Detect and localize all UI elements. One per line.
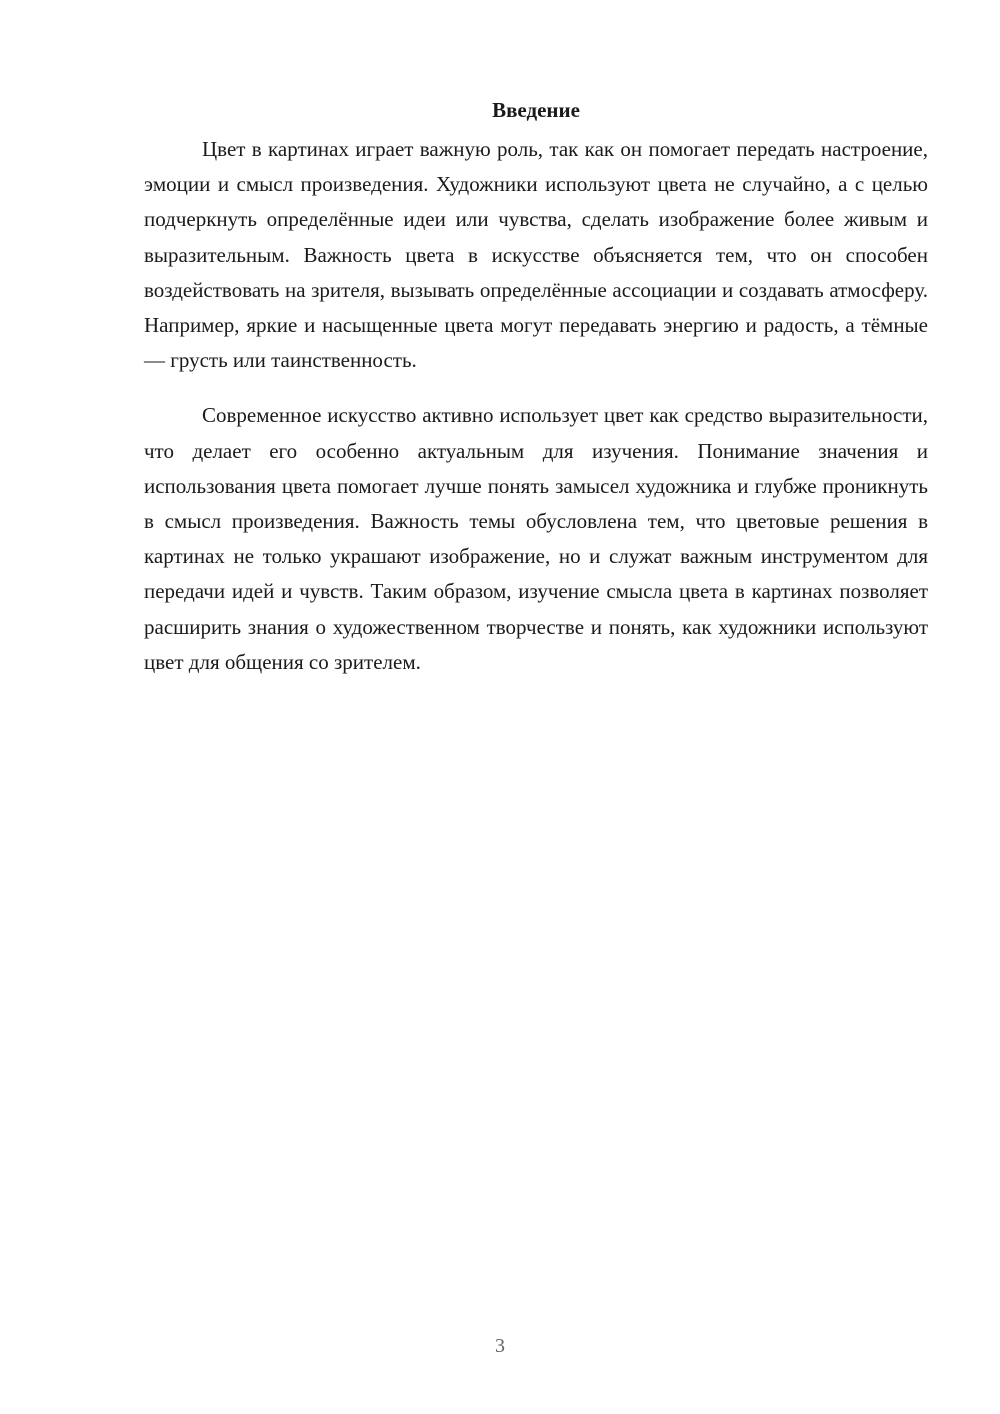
page-number: 3 — [495, 1335, 505, 1357]
section-heading: Введение — [492, 98, 580, 122]
paragraph-1: Цвет в картинах играет важную роль, так как он помогает передать настроение, эмоции и смысл произведения. Художники используют цвета не случайно, а с целью подчеркнуть определённые идеи или чувства, сделать изображение более живым и выразительным. Важность цвета в искусстве объясняется тем, что он способен воздействовать на зрителя, вызывать определённые ассоциации и создавать атмосферу. Например, яркие и насыщенные цвета могут передавать энергию и радость, а тёмные — грусть или таинственность. — [144, 137, 928, 373]
paragraph-2: Современное искусство активно использует цвет как средство выразительности, что делает его особенно актуальным для изучения. Понимание значения и использования цвета помогает лучше понять замысел художника и глубже проникнуть в смысл произведения. Важность темы обусловлена тем, что цветовые решения в картинах не только украшают изображение, но и служат важным инструментом для передачи идей и чувств. Таким образом, изучение смысла цвета в картинах позволяет расширить знания о художественном творчестве и понять, как художники используют цвет для общения со зрителем. — [144, 403, 928, 674]
page-content — [144, 96, 928, 680]
